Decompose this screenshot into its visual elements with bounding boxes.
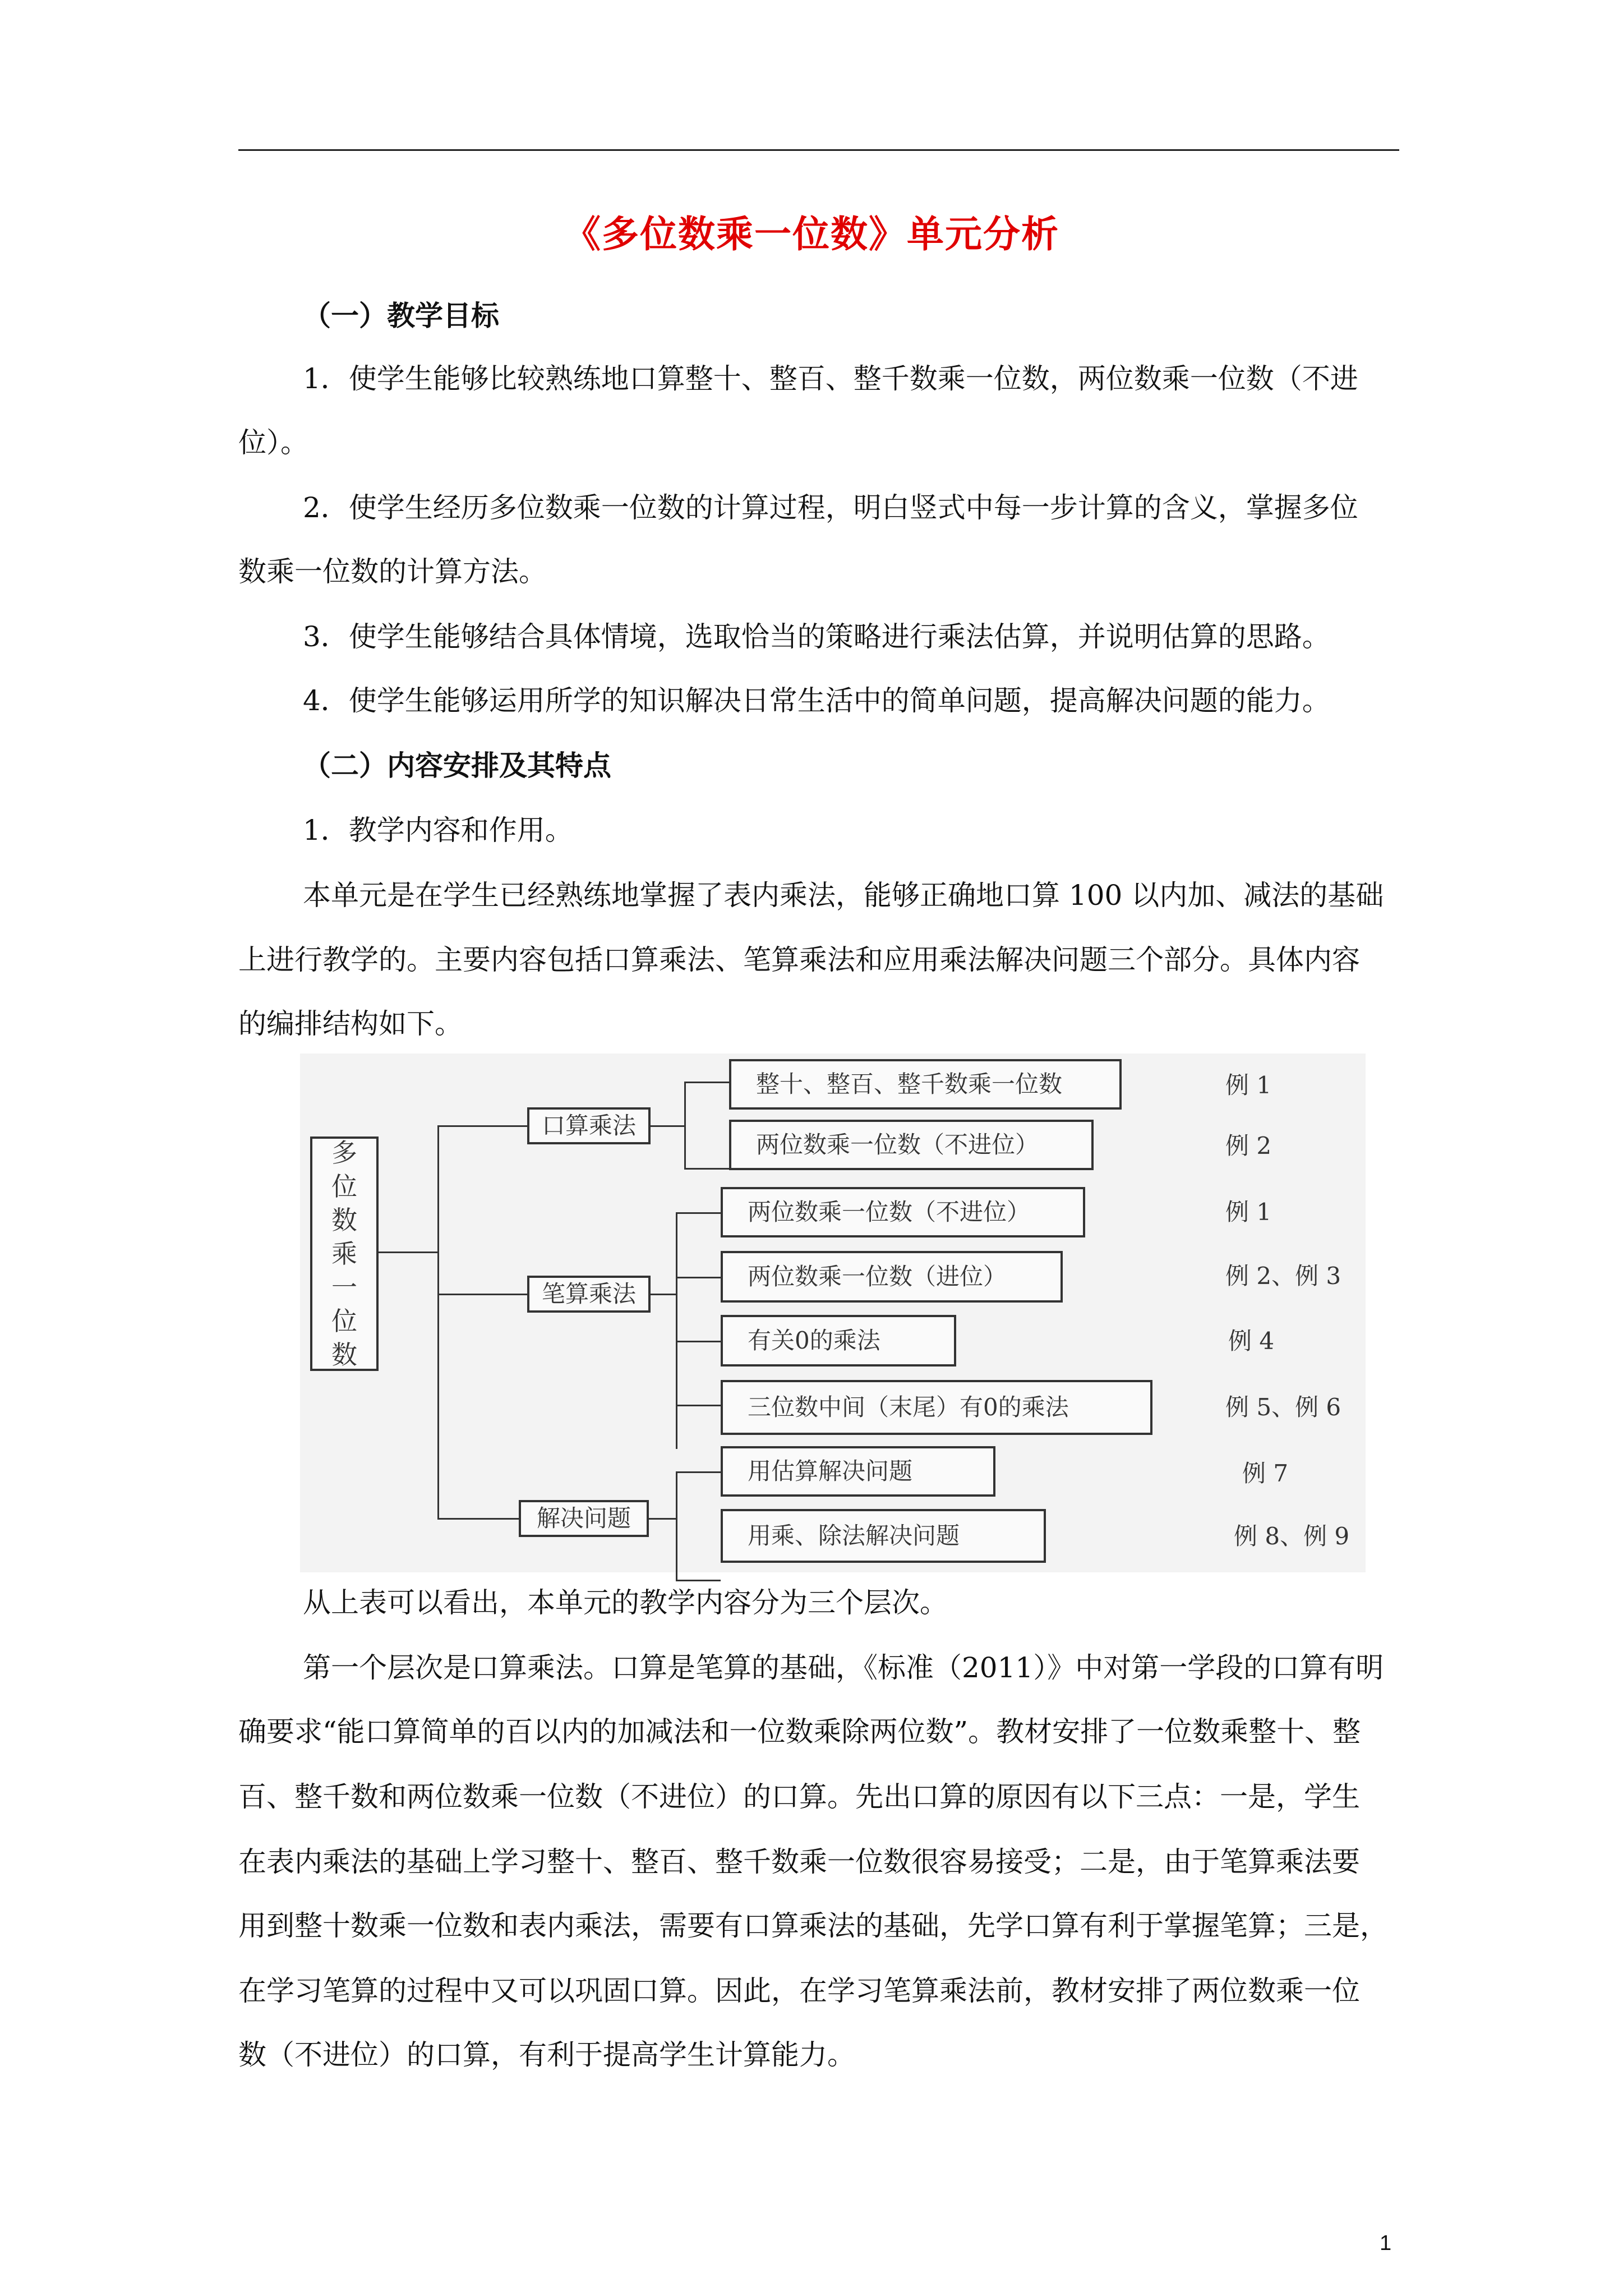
root-char: 位 [331, 1171, 357, 1202]
connector-line [651, 1125, 684, 1127]
leaf-label: 用估算解决问题 [748, 1457, 913, 1485]
page-number: 1 [1380, 2231, 1392, 2255]
level1-line-4: 在表内乘法的基础上学习整十、整百、整千数乘一位数很容易接受；二是，由于笔算乘法要 [238, 1846, 1360, 1878]
example-label: 例 2、例 3 [1225, 1262, 1341, 1290]
group-solve-box [519, 1500, 649, 1537]
section-heading-content: （二）内容安排及其特点 [303, 749, 611, 782]
leaf-label: 整十、整百、整千数乘一位数 [756, 1070, 1063, 1098]
leaf-solve-estimate [721, 1446, 995, 1497]
example-label: 例 8、例 9 [1234, 1522, 1350, 1550]
leaf-written-carry [721, 1251, 1063, 1303]
leaf-written-three-digit-zero [721, 1380, 1152, 1435]
leaf-label: 用乘、除法解决问题 [748, 1522, 960, 1549]
goal-3: 3．使学生能够结合具体情境，选取恰当的策略进行乘法估算，并说明估算的思路。 [303, 620, 1330, 653]
connector-line [676, 1212, 677, 1449]
connector-line [684, 1168, 729, 1170]
example-label: 例 1 [1225, 1198, 1272, 1226]
goal-2-line-2: 数乘一位数的计算方法。 [238, 555, 547, 588]
root-char: 位 [331, 1306, 357, 1336]
example-label: 例 5、例 6 [1225, 1393, 1341, 1421]
leaf-oral-two-digit [729, 1120, 1094, 1170]
content-para-line-1: 本单元是在学生已经熟练地掌握了表内乘法，能够正确地口算 100 以内加、减法的基础 [303, 879, 1384, 912]
connector-line [676, 1405, 721, 1406]
level1-line-1: 第一个层次是口算乘法。口算是笔算的基础，《标准（2011）》中对第一学段的口算有明 [303, 1651, 1384, 1684]
leaf-label: 三位数中间（末尾）有0的乘法 [748, 1393, 1069, 1421]
leaf-written-no-carry [721, 1187, 1085, 1237]
structure-diagram [300, 1053, 1366, 1572]
root-char: 数 [331, 1340, 357, 1370]
content-para-line-2: 上进行教学的。主要内容包括口算乘法、笔算乘法和应用乘法解决问题三个部分。具体内容 [238, 944, 1360, 976]
leaf-label: 两位数乘一位数（不进位） [748, 1198, 1031, 1226]
diagram-root-box [310, 1137, 379, 1371]
leaf-label: 两位数乘一位数（进位） [748, 1263, 1007, 1290]
connector-line [437, 1294, 527, 1295]
level1-line-6: 在学习笔算的过程中又可以巩固口算。因此，在学习笔算乘法前，教材安排了两位数乘一位 [238, 1975, 1360, 2007]
connector-line [437, 1125, 439, 1519]
example-label: 例 4 [1228, 1327, 1275, 1355]
group-label: 笔算乘法 [541, 1280, 636, 1308]
group-oral-box [527, 1107, 651, 1144]
header-rule [238, 149, 1399, 151]
goal-1-line-1: 1．使学生能够比较熟练地口算整十、整百、整千数乘一位数，两位数乘一位数（不进 [303, 362, 1358, 395]
group-label: 口算乘法 [541, 1112, 636, 1139]
section-heading-goals: （一）教学目标 [303, 299, 499, 332]
root-char: 多 [331, 1138, 357, 1168]
example-label: 例 7 [1242, 1460, 1289, 1487]
connector-line [684, 1082, 729, 1083]
goal-2-line-1: 2．使学生经历多位数乘一位数的计算过程，明白竖式中每一步计算的含义，掌握多位 [303, 491, 1358, 524]
connector-line [649, 1518, 676, 1520]
goal-4: 4．使学生能够运用所学的知识解决日常生活中的简单问题，提高解决问题的能力。 [303, 684, 1330, 717]
connector-line [437, 1518, 527, 1520]
leaf-oral-tens-hundreds [729, 1059, 1122, 1110]
connector-line [651, 1294, 676, 1295]
content-para-line-3: 的编排结构如下。 [238, 1007, 463, 1040]
example-label: 例 1 [1225, 1071, 1272, 1099]
subheading-content-role: 1．教学内容和作用。 [303, 814, 573, 846]
connector-line [676, 1341, 721, 1342]
group-written-box [527, 1276, 651, 1313]
leaf-label: 两位数乘一位数（不进位） [756, 1131, 1039, 1158]
level1-line-5: 用到整十数乘一位数和表内乘法，需要有口算乘法的基础，先学口算有利于掌握笔算；三是， [238, 1910, 1388, 1942]
connector-line [676, 1580, 721, 1581]
connector-line [676, 1212, 721, 1214]
leaf-solve-multiply-divide [721, 1509, 1046, 1563]
level1-line-3: 百、整千数和两位数乘一位数（不进位）的口算。先出口算的原因有以下三点：一是，学生 [238, 1780, 1360, 1813]
connector-line [684, 1082, 686, 1168]
group-label: 解决问题 [536, 1504, 631, 1532]
connector-line [437, 1125, 527, 1127]
connector-line [379, 1251, 437, 1253]
level1-line-7: 数（不进位）的口算，有利于提高学生计算能力。 [238, 2039, 855, 2071]
connector-line [676, 1277, 721, 1278]
level1-line-2: 确要求“能口算简单的百以内的加减法和一位数乘除两位数”。教材安排了一位数乘整十、整 [238, 1715, 1361, 1748]
root-char: 一 [331, 1272, 357, 1303]
document-title: 《多位数乘一位数》单元分析 [564, 212, 1059, 256]
goal-1-line-2: 位）。 [238, 426, 308, 459]
root-char: 乘 [331, 1239, 357, 1269]
leaf-label: 有关0的乘法 [748, 1327, 880, 1354]
summary-line: 从上表可以看出，本单元的教学内容分为三个层次。 [303, 1586, 948, 1619]
connector-line [676, 1471, 721, 1473]
connector-line [676, 1471, 677, 1581]
leaf-written-zero [721, 1315, 956, 1366]
root-char: 数 [331, 1205, 357, 1235]
example-label: 例 2 [1225, 1132, 1272, 1159]
